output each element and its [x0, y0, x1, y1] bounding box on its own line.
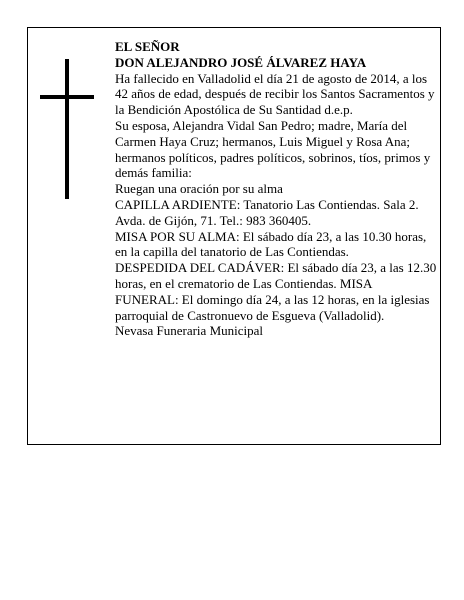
funeral-chapel-info: CAPILLA ARDIENTE: Tanatorio Las Contiendas. Sala 2. Avda. de Gijón, 71. Tel.: 983 360405. — [115, 196, 419, 228]
death-announcement: Ha fallecido en Valladolid el día 21 de agosto de 2014, a los 42 años de edad, después de recibir los Santos Sacramentos y la Bendición Apostólica de Su Santidad d.e.p. — [115, 70, 435, 118]
family-list: Su esposa, Alejandra Vidal San Pedro; madre, María del Carmen Haya Cruz; hermanos, Luis Miguel y Rosa Ana; hermanos políticos, padres políticos, sobrinos, tíos, primos y demás familia: — [115, 117, 431, 181]
farewell-and-funeral-mass-info: DESPEDIDA DEL CADÁVER: El sábado día 23, a las 12.30 horas, en el crematorio de Las Contiendas. MISA FUNERAL: El domingo día 24, a las 12 horas, en la iglesias parroquial de Castronuevo de Esgueva (Valladolid). — [115, 260, 437, 323]
notice-title: EL SEÑOR — [115, 39, 180, 54]
funeral-home-name: Nevasa Funeraria Municipal — [115, 323, 264, 339]
obituary-notice — [27, 27, 441, 445]
prayer-request: Ruegan una oración por su alma — [115, 181, 283, 197]
deceased-name: DON ALEJANDRO JOSÉ ÁLVAREZ HAYA — [115, 54, 367, 70]
mass-info: MISA POR SU ALMA: El sábado día 23, a las 10.30 horas, en la capilla del tanatorio de Las Contiendas. — [115, 228, 427, 260]
cross-icon — [40, 59, 94, 199]
cross-horizontal-bar — [40, 95, 94, 99]
cross-vertical-bar — [65, 59, 69, 199]
notice-body — [115, 39, 437, 339]
